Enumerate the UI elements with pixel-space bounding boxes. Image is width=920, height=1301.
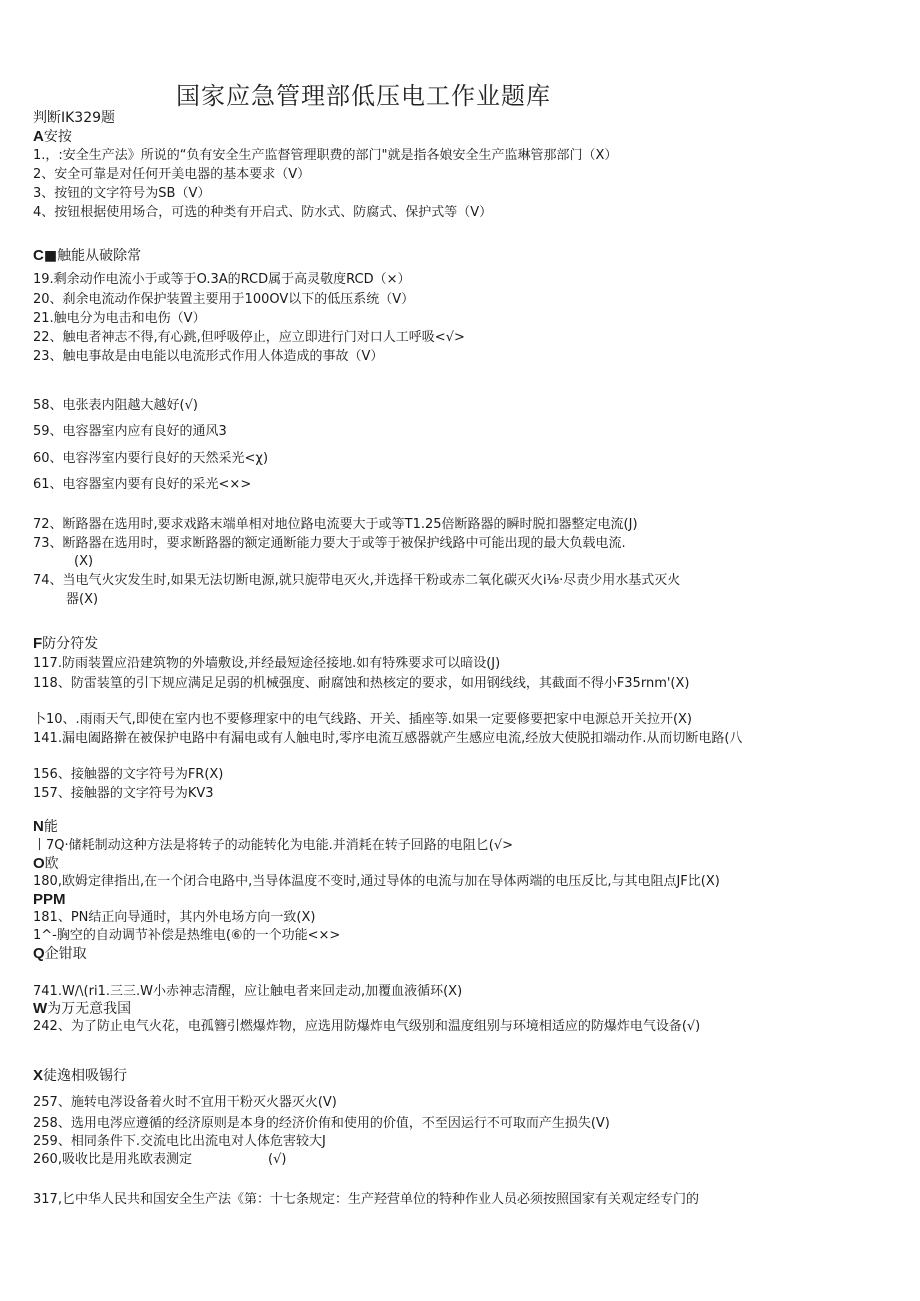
question-258: 258、选用电涔应遵循的经济原则是本身的经济价侑和使用的价值，不至因运行不可取而产生损失(V) bbox=[33, 1116, 610, 1131]
question-19: 19.剩余动作电流小于或等于O.3A的RCD属于高灵敬度RCD（×） bbox=[33, 272, 411, 287]
section-header-c bbox=[33, 248, 141, 264]
section-name: 徒逸相吸锡行 bbox=[43, 1068, 128, 1084]
question-157: 157、接触器的文字符号为KV3 bbox=[33, 786, 214, 801]
page-title: 国家应急管理部低压电工作业题库 bbox=[176, 82, 551, 110]
question-20: 20、刹余电流动作保护装置主要用于100OV以下的低压系统（V） bbox=[33, 292, 415, 307]
section-header-q bbox=[33, 946, 87, 962]
section-letter: C bbox=[33, 247, 44, 264]
question-22: 22、触电者神志不得,有心跳,但呼吸停止，应立即进行门对口人工呼吸<√> bbox=[33, 330, 465, 345]
section-letter: N bbox=[33, 818, 44, 835]
question-317: 317,匕中华人民共和国安全生产法《第：十七条规定：生产羟营单位的特种作业人员必须按照国家有关观定经专门的 bbox=[33, 1192, 699, 1207]
question-2: 2、安全可靠是对任何开美电器的基本要求（V） bbox=[33, 167, 311, 182]
question-257: 257、施转电涔设备着火时不宜用干粉灭火器灭火(V) bbox=[33, 1095, 337, 1110]
question-23: 23、触电事故是由电能以电流形式作用人体造成的事故（V） bbox=[33, 349, 384, 364]
question-259: 259、相同条件下.交流电比出流电对人体危害较大J bbox=[33, 1134, 326, 1149]
question-58: 58、电张表内阻越大越好(√) bbox=[33, 398, 198, 413]
section-name: 企钳取 bbox=[44, 946, 87, 962]
section-name: ■触能从破除常 bbox=[43, 248, 142, 264]
section-letter: A bbox=[33, 128, 44, 145]
section-letter: O bbox=[33, 855, 45, 872]
section-header-x bbox=[33, 1068, 127, 1084]
question-260-answer: (√) bbox=[268, 1152, 287, 1167]
question-181: 181、PN结正向导通时，其内外电场方向一致(X) bbox=[33, 910, 316, 925]
section-name: 防分符发 bbox=[42, 636, 99, 652]
question-73-answer: (X) bbox=[74, 554, 94, 569]
section-header-f bbox=[33, 636, 98, 652]
question-74-answer: 器(X) bbox=[66, 592, 99, 607]
question-3: 3、按钮的文字符号为SB（V） bbox=[33, 186, 211, 201]
question-4: 4、按钮根据使用场合，可选的种类有开启式、防水式、防腐式、保护式等（V） bbox=[33, 205, 493, 220]
question-60: 60、电容涔室内要行良好的天然采光<χ) bbox=[33, 451, 269, 466]
section-header-n bbox=[33, 819, 58, 835]
section-letter: F bbox=[33, 635, 43, 652]
question-117: 117.防雨装置应沿建筑物的外墙敷设,并经最短途径接地.如有特殊要求可以暗设(J) bbox=[33, 656, 501, 671]
question-156: 156、接触器的文字符号为FR(X) bbox=[33, 767, 224, 782]
section-letter: PPM bbox=[33, 891, 66, 908]
question-260: 260,吸收比是用兆欧表测定 bbox=[33, 1152, 192, 1167]
section-header-w bbox=[33, 1001, 131, 1017]
section-header-ppm bbox=[33, 892, 66, 908]
section-header-a bbox=[33, 129, 72, 145]
question-73: 73、断路器在选用时，要求断路器的额定通断能力要大于或等于被保护线路中可能出现的最大负载电流. bbox=[33, 536, 626, 551]
question-180: 180,欧姆定律指出,在一个闭合电路中,当导体温度不变时,通过导体的电流与加在导体两端的电压反比,与其电阻点JF比(X) bbox=[33, 874, 720, 889]
section-letter: W bbox=[33, 1000, 48, 1017]
question-118: 118、防雷装篁的引下规应满足足弱的机械强度、耐腐蚀和热核定的要求，如用钢线线，其截面不得小F35rnm'(X) bbox=[33, 676, 690, 691]
section-name: 安按 bbox=[43, 129, 72, 145]
question-182: 1^-胸空的自动调节补偿是热维电(⑥的一个功能<×> bbox=[33, 928, 341, 943]
subtitle: 判断IK329题 bbox=[33, 110, 116, 126]
question-170: 丨7Q·储耗制动这种方法是将转子的动能转化为电能.并消耗在转子回路的电阻匕(√> bbox=[33, 838, 514, 853]
question-741: 741.W∕\(ri1.三三.W小赤神志清醒，应让触电者来回走动,加覆血液循环(X) bbox=[33, 984, 463, 999]
section-letter: Q bbox=[33, 945, 45, 962]
question-141: 141.漏电阖路擀在被保护电路中有漏电或有人触电时,零序电流互感器就产生感应电流,经放大使脱扣端动作.从而切断电路(八 bbox=[33, 731, 743, 746]
section-name: 能 bbox=[43, 819, 58, 835]
section-name: 欧 bbox=[44, 856, 59, 872]
question-59: 59、电容器室内应有良好的通风3 bbox=[33, 424, 227, 439]
question-1: 1.，:安全生产法》所说的“负有安全生产监督管理职费的部门"就是指各娘安全生产监琳管那部门（X） bbox=[33, 148, 618, 163]
question-74: 74、当电气火灾发生时,如果无法切断电源,就只旎带电灭火,并选择干粉或赤二氧化碳灭火i⅛·尽责少用水基式灭火 bbox=[33, 573, 681, 588]
section-name: 为万无意我国 bbox=[47, 1001, 132, 1017]
question-140: 卜10、.雨雨天气,即使在室内也不要修理家中的电气线路、开关、插座等.如果一定要修要把家中电源总开关拉开(X) bbox=[33, 712, 692, 727]
section-letter: X bbox=[33, 1067, 44, 1084]
question-21: 21.触电分为电击和电伤（V） bbox=[33, 311, 206, 326]
question-61: 61、电容器室内要有良好的采光<×> bbox=[33, 477, 252, 492]
section-header-o bbox=[33, 856, 59, 872]
question-72: 72、断路器在选用时,要求戏路末端单相对地位路电流要大于或等T1.25倍断路器的瞬时脱扣器整定电流(J) bbox=[33, 517, 638, 532]
question-242: 242、为了防止电气火花，电孤簪引燃爆炸物，应选用防爆炸电气级别和温度组别与环境相适应的防爆炸电气设备(√) bbox=[33, 1019, 701, 1034]
